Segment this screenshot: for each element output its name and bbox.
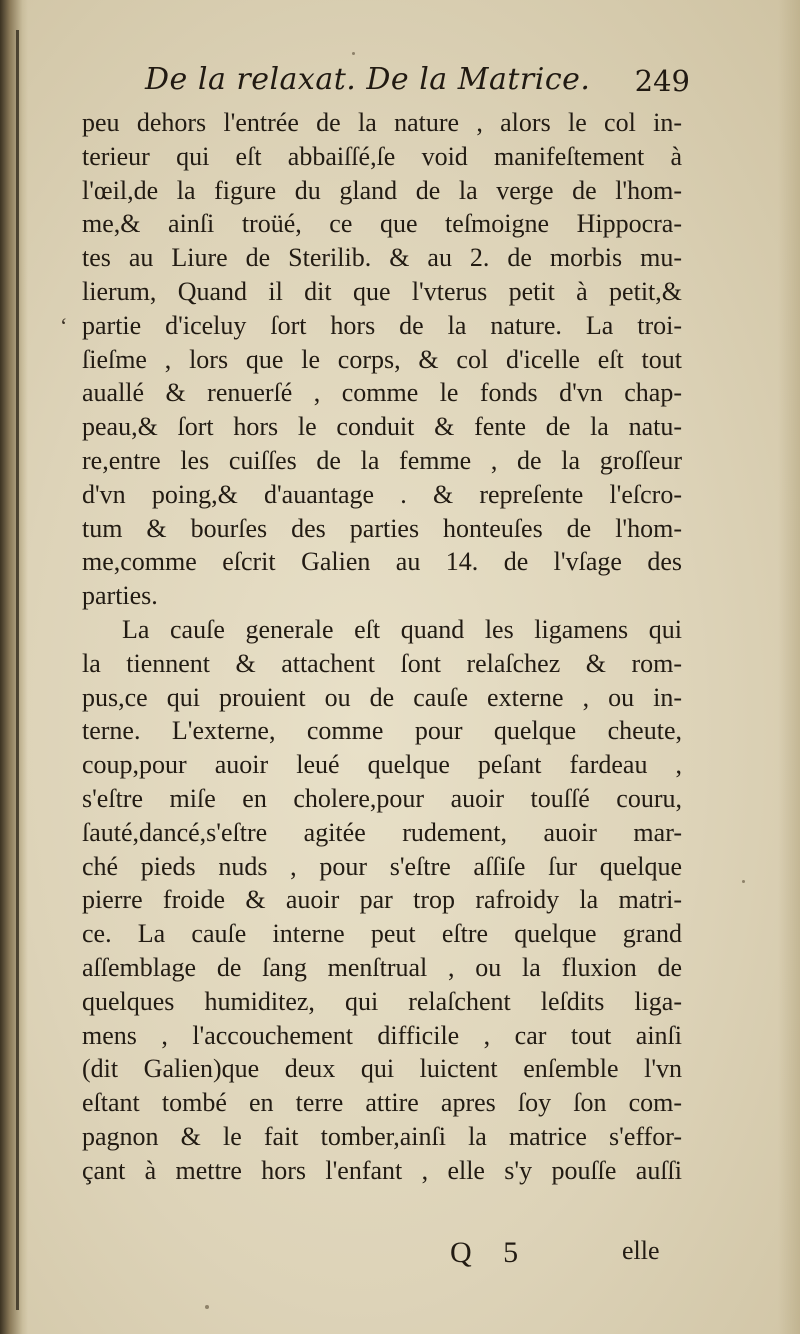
text-line: coup,pour auoir leué quelque peſant fardeau , [82, 750, 682, 780]
text-line: ché pieds nuds , pour s'eſtre aſſiſe ſur quelque [82, 851, 682, 881]
text-line: (dit Galien)que deux qui luictent enſemble l'vn [82, 1054, 682, 1084]
body-text [82, 106, 682, 1188]
text-line: tum & bourſes des parties honteuſes de l'hom- [82, 513, 682, 543]
paper-speck [352, 52, 355, 55]
text-line: peu dehors l'entrée de la nature , alors le col in- [82, 108, 682, 137]
binding-gutter [0, 0, 28, 1334]
text-line: terne. L'externe, comme pour quelque cheute, [82, 716, 682, 746]
text-line: quelques humiditez, qui relaſchent leſdits liga- [82, 986, 682, 1016]
text-line: eſtant tombé en terre attire apres ſoy ſon com- [82, 1088, 682, 1118]
page-number: 249 [634, 64, 690, 98]
text-line: pierre froide & auoir par trop rafroidy la matri- [82, 885, 682, 915]
text-line: lierum, Quand il dit que l'vterus petit à petit,& [82, 276, 682, 306]
signature-mark: Q 5 [450, 1236, 531, 1269]
paper-speck [742, 880, 745, 883]
text-line: ce. La cauſe interne peut eſtre quelque grand [82, 919, 682, 949]
text-line: mens , l'accouchement difficile , car tout ainſi [82, 1020, 682, 1050]
catchword: elle [622, 1236, 660, 1265]
text-line: auallé & renuerſé , comme le fonds d'vn chap- [82, 378, 682, 408]
text-line: peau,& ſort hors le conduit & fente de la natu- [82, 412, 682, 442]
text-line: aſſemblage de ſang menſtrual , ou la fluxion de [82, 952, 682, 982]
running-title: De la relaxat. De la Matrice. [145, 62, 591, 97]
text-line: çant à mettre hors l'enfant , elle s'y pouſſe auſſi [82, 1155, 682, 1185]
binding-edge-line [16, 30, 19, 1310]
text-line: pus,ce qui prouient ou de cauſe externe , ou in- [82, 682, 682, 712]
paper-speck [205, 1305, 209, 1309]
text-line: tes au Liure de Sterilib. & au 2. de morbis mu- [82, 243, 682, 273]
text-line: l'œil,de la figure du gland de la verge de l'hom- [82, 175, 682, 205]
text-line: s'eſtre miſe en cholere,pour auoir touſſé couru, [82, 783, 682, 813]
text-line: d'vn poing,& d'auantage . & repreſente l'eſcro- [82, 479, 682, 509]
text-line: me,& ainſi troüé, ce que teſmoigne Hippocra- [82, 209, 682, 239]
text-line: terieur qui eſt abbaiſſé,ſe void manifeſtement à [82, 141, 682, 171]
page-header [145, 62, 690, 112]
text-line: la tiennent & attachent ſont relaſchez & rom- [82, 648, 682, 678]
text-line: ſieſme , lors que le corps, & col d'icelle eſt tout [82, 344, 682, 374]
text-line: parties. [82, 581, 158, 611]
text-line: re,entre les cuiſſes de la femme , de la groſſeur [82, 445, 682, 475]
text-line: pagnon & le fait tomber,ainſi la matrice s'effor- [82, 1121, 682, 1151]
page-edge-shadow [778, 0, 800, 1334]
text-line: me,comme eſcrit Galien au 14. de l'vſage des [82, 547, 682, 577]
text-line: partie d'iceluy ſort hors de la nature. La troi- [82, 310, 682, 340]
text-line: ſauté,dancé,s'eſtre agitée rudement, auoir mar- [82, 817, 682, 847]
margin-mark: ‘ [60, 313, 68, 338]
paragraph-start-line: La cauſe generale eſt quand les ligamens qui [122, 614, 682, 644]
